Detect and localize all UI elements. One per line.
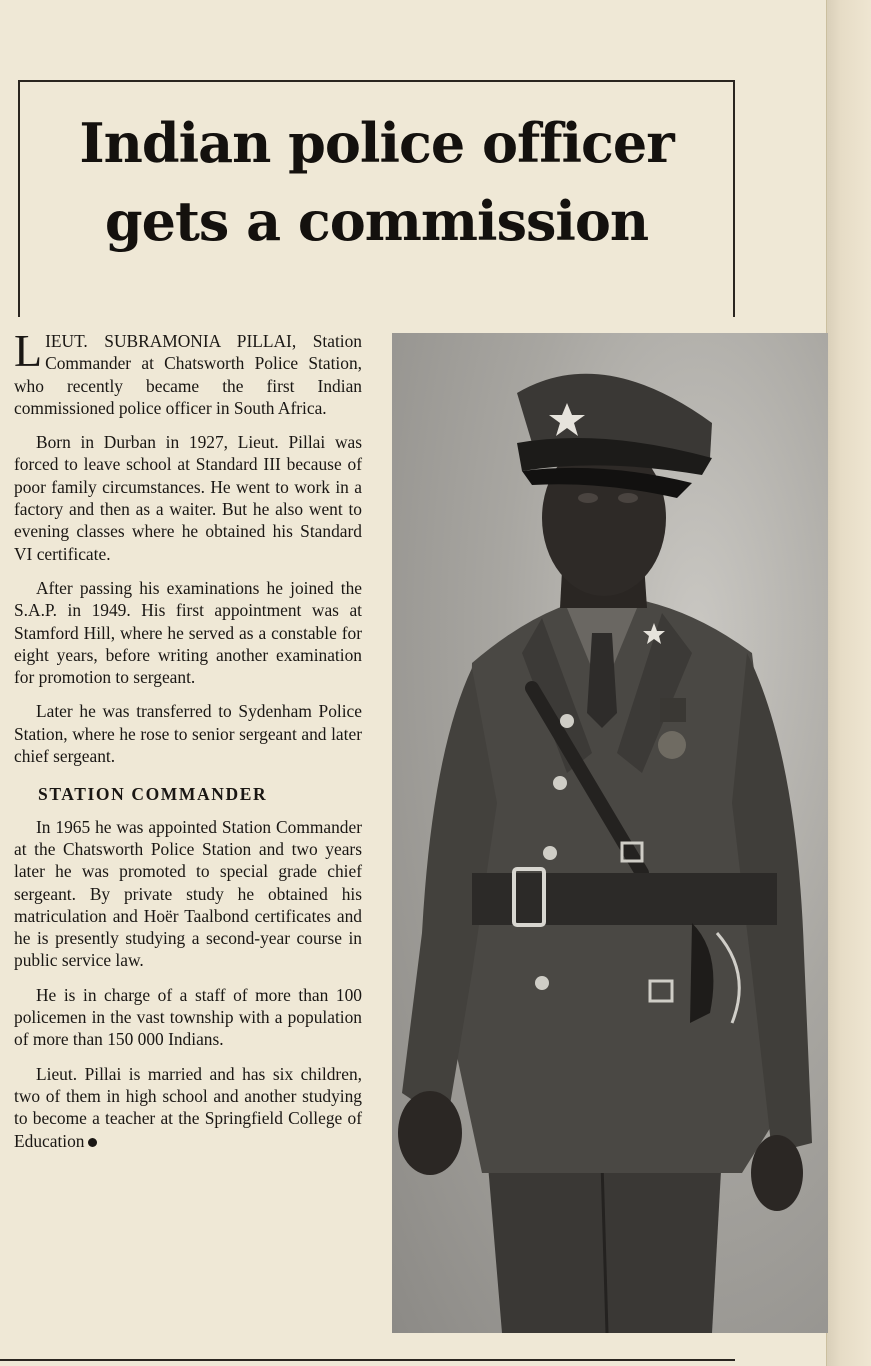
paragraph-5: In 1965 he was appointed Station Commander at the Chatsworth Police Station and two years later he was promoted to special grade chief sergeant. By private study he obtained his matriculation and Hoër Taalbond certificates and he is presently studying a second-year course in public service law. — [14, 816, 362, 971]
subheading: STATION COMMANDER — [38, 784, 268, 805]
bottom-rule — [0, 1359, 735, 1361]
officer-photo — [392, 333, 828, 1333]
headline-box — [18, 80, 735, 317]
paragraph-1-text: IEUT. SUBRAMONIA PILLAI, Station Commander at Chatsworth Police Station, who recently became the first Indian commissioned police officer in South Africa. — [14, 331, 362, 418]
paragraph-1 — [14, 325, 362, 419]
paragraph-2: Born in Durban in 1927, Lieut. Pillai was forced to leave school at Standard III because of poor family circumstances. He went to work in a factory and then as a waiter. But he also went to evening classes where he obtained his Standard VI certificate. — [14, 432, 362, 564]
paragraph-3: After passing his examinations he joined the S.A.P. in 1949. His first appointment was at Stamford Hill, where he served as a constable for eight years, before writing another examination for promotion to sergeant. — [14, 577, 362, 688]
paragraph-7-text: Lieut. Pillai is married and has six children, two of them in high school and another studying to become a teacher at the Springfield College of Education — [14, 1063, 362, 1151]
paragraph-4: Later he was transferred to Sydenham Police Station, where he rose to senior sergeant and later chief sergeant. — [14, 701, 362, 767]
headline-line-1: Indian police officer — [79, 111, 674, 175]
headline-line-2: gets a commission — [104, 189, 649, 253]
paragraph-7 — [14, 1063, 362, 1152]
paragraph-6: He is in charge of a staff of more than 100 policemen in the vast township with a population of more than 150 000 Indians. — [14, 984, 362, 1050]
page-edge — [826, 0, 871, 1366]
article-body — [14, 325, 362, 1164]
end-bullet-icon — [88, 1138, 97, 1147]
drop-cap: L — [14, 325, 43, 376]
